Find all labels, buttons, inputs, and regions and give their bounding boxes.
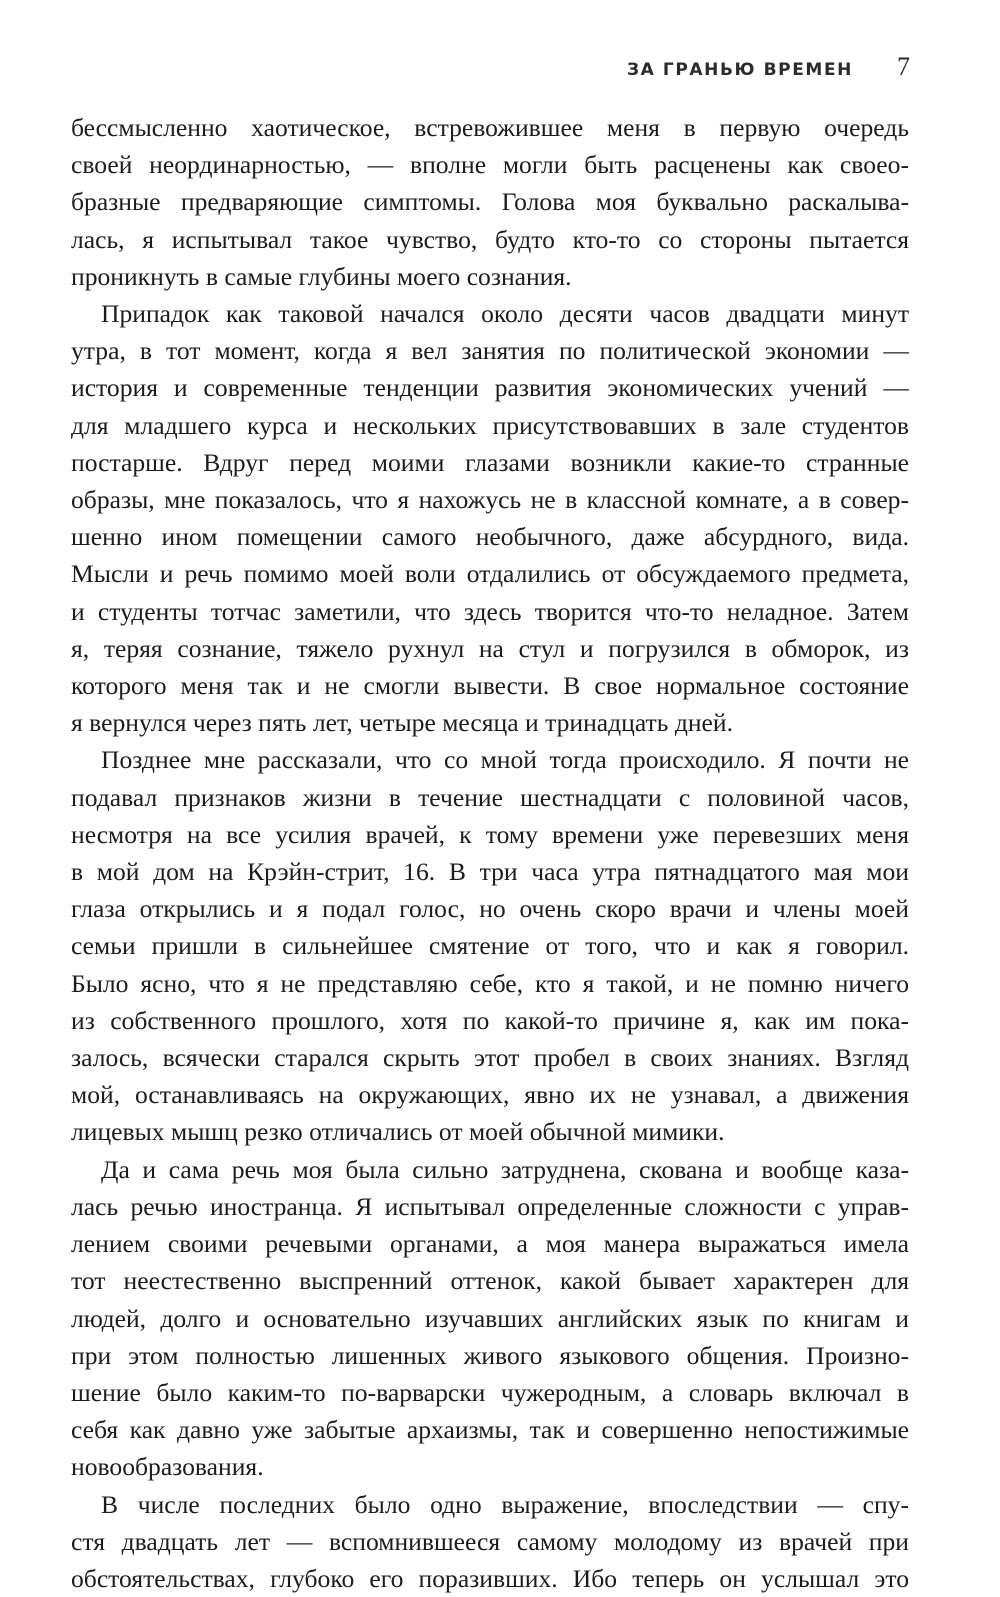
text-line: Позднее мне рассказали, что со мной тогда происходило. Я почти не bbox=[101, 745, 909, 775]
text-line: Мысли и речь помимо моей воли отдалились от обсуждаемого предмета, bbox=[71, 559, 909, 589]
text-line: обстоятельствах, глубоко его поразивших. Ибо теперь он услышал это bbox=[71, 1563, 909, 1593]
text-line: образы, мне показалось, что я нахожусь не в классной комнате, а в совер- bbox=[71, 485, 909, 515]
text-line: из собственного прошлого, хотя по какой-то причине я, как им пока- bbox=[71, 1005, 909, 1035]
paragraph bbox=[71, 1151, 909, 1486]
text-line: лась, я испытывал такое чувство, будто кто-то со стороны пытается bbox=[71, 224, 909, 254]
text-line: Припадок как таковой начался около десяти часов двадцати минут bbox=[101, 299, 909, 329]
text-line: лась речью иностранца. Я испытывал определенные сложности с управ- bbox=[71, 1191, 909, 1221]
text-line: Да и сама речь моя была сильно затруднена, скована и вообще каза- bbox=[101, 1154, 909, 1184]
text-line: при этом полностью лишенных живого языкового общения. Произно- bbox=[71, 1340, 909, 1370]
running-title: ЗА ГРАНЬЮ ВРЕМЕН bbox=[626, 60, 853, 80]
text-line: которого меня так и не смогли вывести. В свое нормальное состояние bbox=[71, 671, 909, 701]
body-text bbox=[71, 109, 909, 1597]
paragraph bbox=[71, 109, 909, 295]
text-line: залось, всячески старался скрыть этот пробел в своих знаниях. Взгляд bbox=[71, 1043, 909, 1073]
text-line: для младшего курса и нескольких присутствовавших в зале студентов bbox=[71, 410, 909, 440]
text-line: шение было каким-то по-варварски чужеродным, а словарь включал в bbox=[71, 1377, 909, 1407]
text-line: подавал признаков жизни в течение шестнадцати с половиной часов, bbox=[71, 782, 909, 812]
paragraph bbox=[71, 1486, 909, 1597]
text-line: в мой дом на Крэйн-стрит, 16. В три часа утра пятнадцатого мая мои bbox=[71, 857, 909, 887]
text-line: себя как давно уже забытые архаизмы, так и совершенно непостижимые bbox=[71, 1415, 909, 1445]
running-head bbox=[600, 52, 910, 86]
text-line: проникнуть в самые глубины моего сознания. bbox=[71, 261, 572, 291]
text-line: мой, останавливаясь на окружающих, явно их не узнавал, а движения bbox=[71, 1080, 909, 1110]
text-line: своей неординарностью, — вполне могли быть расценены как своео- bbox=[71, 150, 909, 180]
text-line: история и современные тенденции развития экономических учений — bbox=[71, 373, 909, 403]
paragraph bbox=[71, 295, 909, 741]
text-line: несмотря на все усилия врачей, к тому времени уже перевезших меня bbox=[71, 819, 909, 849]
text-line: стя двадцать лет — вспомнившееся самому молодому из врачей при bbox=[71, 1526, 909, 1556]
text-line: глаза открылись и я подал голос, но очень скоро врачи и члены моей bbox=[71, 894, 909, 924]
text-line: тот неестественно выспренний оттенок, какой бывает характерен для bbox=[71, 1266, 909, 1296]
text-line: бессмысленно хаотическое, встревожившее меня в первую очередь bbox=[71, 113, 909, 142]
text-line: В числе последних было одно выражение, впоследствии — спу- bbox=[101, 1489, 909, 1519]
text-line: семьи пришли в сильнейшее смятение от того, что и как я говорил. bbox=[71, 931, 909, 961]
text-line: постарше. Вдруг перед моими глазами возникли какие-то странные bbox=[71, 447, 909, 477]
paragraph bbox=[71, 741, 909, 1150]
text-line: я вернулся через пять лет, четыре месяца и тринадцать дней. bbox=[71, 708, 733, 738]
text-line: шенно ином помещении самого необычного, даже абсурдного, вида. bbox=[71, 522, 909, 552]
text-line: утра, в тот момент, когда я вел занятия по политической экономии — bbox=[71, 336, 909, 366]
text-line: лицевых мышц резко отличались от моей обычной мимики. bbox=[71, 1117, 725, 1147]
text-line: я, теряя сознание, тяжело рухнул на стул и погрузился в обморок, из bbox=[71, 633, 909, 663]
text-line: и студенты тотчас заметили, что здесь творится что-то неладное. Затем bbox=[71, 596, 909, 626]
page-number: 7 bbox=[897, 52, 910, 81]
text-line: лением своими речевыми органами, а моя манера выражаться имела bbox=[71, 1229, 909, 1259]
text-line: новообразования. bbox=[71, 1452, 264, 1482]
text-line: людей, долго и основательно изучавших английских язык по книгам и bbox=[71, 1303, 909, 1333]
text-line: Было ясно, что я не представляю себе, кто я такой, и не помню ничего bbox=[71, 968, 909, 998]
text-line: бразные предваряющие симптомы. Голова моя буквально раскалыва- bbox=[71, 187, 909, 217]
